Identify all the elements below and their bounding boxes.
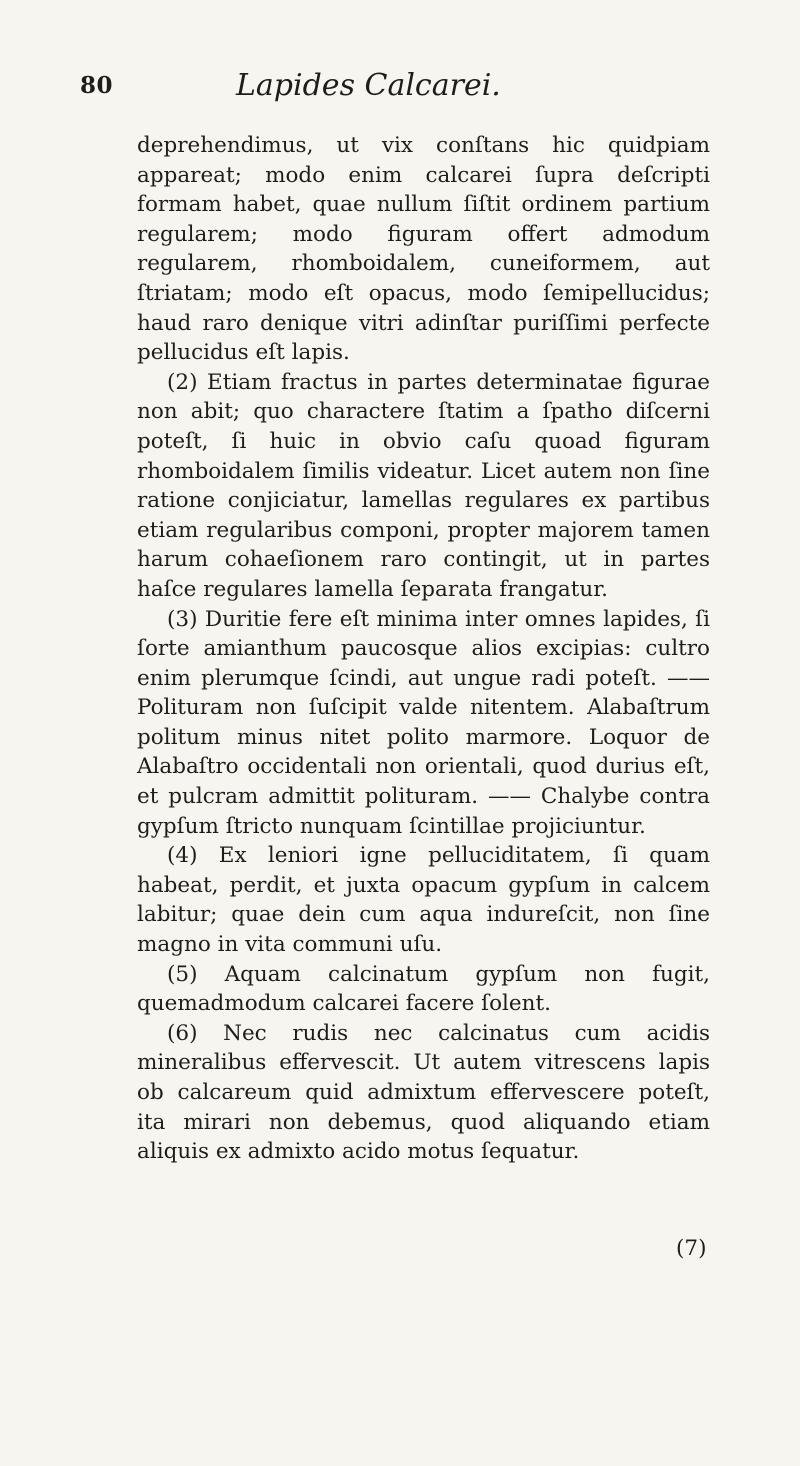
paragraph-5: (5) Aquam calcinatum gypſum non fugit, quemadmodum calcarei facere ſolent. bbox=[137, 961, 710, 1017]
paragraph-4: (4) Ex leniori igne pelluciditatem, ſi quam habeat, perdit, et juxta opacum gypſum in calcem labitur; quae dein cum aqua indureſcit, non ſine magno in vita communi uſu. bbox=[137, 843, 710, 958]
paragraph-continuation: deprehendimus, ut vix conſtans hic quidpiam appareat; modo enim calcarei ſupra deſcripti formam habet, quae nullum ſiſtit ordinem partium regularem; modo figuram offert admodum regularem, rhomboidalem, cuneiformem, aut ſtriatam; modo eſt opacus, modo ſemipellucidus; haud raro denique vitri adinſtar puriſſimi perfecte pellucidus eſt lapis. bbox=[137, 133, 710, 366]
catchword: (7) bbox=[676, 1236, 707, 1261]
paragraph-6: (6) Nec rudis nec calcinatus cum acidis mineralibus effervescit. Ut autem vitrescens lapis ob calcareum quid admixtum effervescere poteſt, ita mirari non debemus, quod aliquando etiam aliquis ex admixto acido motus ſequatur. bbox=[137, 1020, 710, 1165]
running-head bbox=[80, 68, 760, 108]
body-text bbox=[137, 131, 710, 1167]
paragraph-2: (2) Etiam fractus in partes determinatae figurae non abit; quo charactere ſtatim a ſpatho diſcerni poteſt, ſi huic in obvio caſu quoad figuram rhomboidalem ſimilis videatur. Licet autem non ſine ratione conjiciatur, lamellas regulares ex partibus etiam regularibus componi, propter majorem tamen harum cohaeſionem raro contingit, ut in partes haſce regulares lamella ſeparata frangatur. bbox=[137, 369, 710, 602]
page-number: 80 bbox=[80, 72, 114, 99]
running-title: Lapides Calcarei. bbox=[236, 68, 501, 103]
paragraph-3: (3) Duritie fere eſt minima inter omnes lapides, ſi ſorte amianthum paucosque alios excipias: cultro enim plerumque ſcindi, aut ungue radi poteſt. —— Polituram non ſuſcipit valde nitentem. Alabaſtrum politum minus nitet polito marmore. Loquor de Alabaſtro occidentali non orientali, quod durius eſt, et pulcram admittit polituram. —— Chalybe contra gypſum ſtricto nunquam ſcintillae projiciuntur. bbox=[137, 606, 710, 839]
